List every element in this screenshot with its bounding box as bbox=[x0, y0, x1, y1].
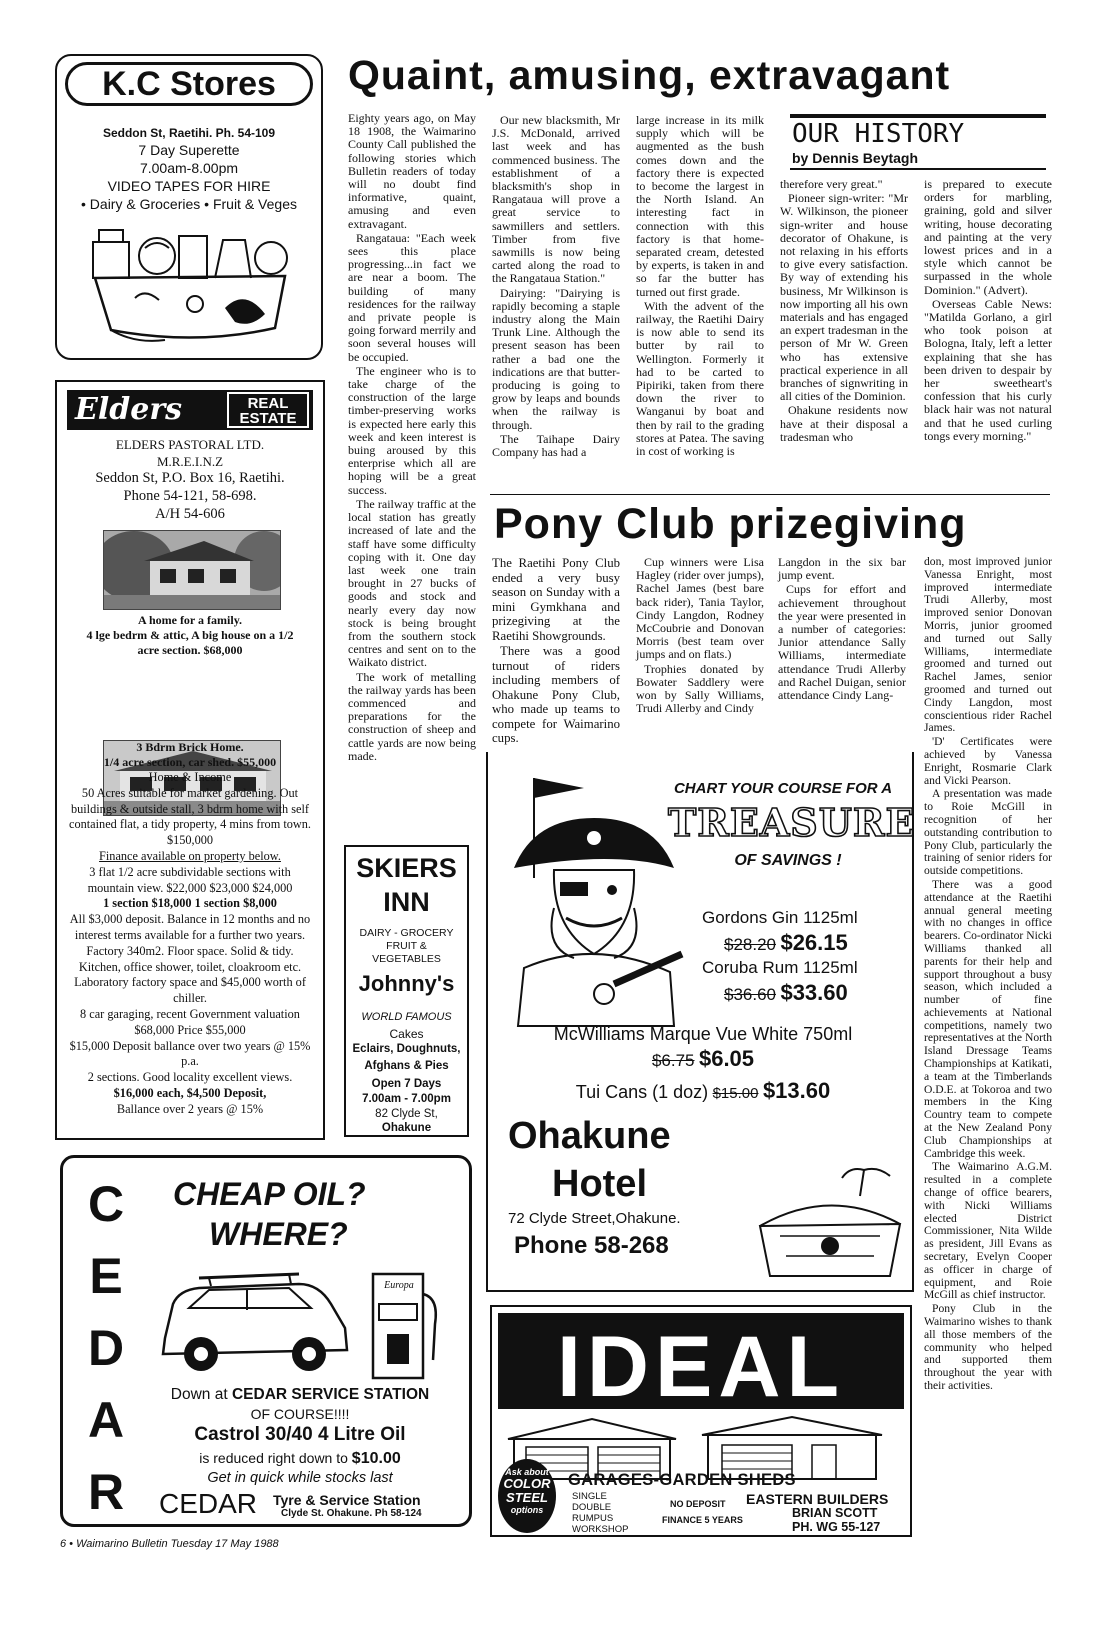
quaint-col-5 bbox=[924, 178, 1052, 444]
skiers-line-1: DAIRY - GROCERY bbox=[359, 927, 454, 939]
skiers-addr-1: 82 Clyde St, bbox=[375, 1108, 438, 1120]
hotel-name-2: Hotel bbox=[552, 1163, 647, 1205]
price-old-1: $28.20 bbox=[724, 935, 776, 954]
elders-badge bbox=[227, 392, 309, 428]
ideal-finance: FINANCE 5 YEARS bbox=[662, 1515, 743, 1525]
price-item-2: Coruba Rum 1125ml bbox=[702, 958, 858, 977]
ideal-ad bbox=[490, 1305, 912, 1537]
pony-c4-p0: don, most improved junior Vanessa Enright, most improved intermediate Trudi Allerby, most improved senior Donovan Morris, junior groomed and turned out Sally Williams, intermediate groomed and turned out Rachel James, senior groomed and turned out Cindy Langdon, most conscientious rider Rachel James. bbox=[924, 555, 1052, 735]
pump-brand: Europa bbox=[384, 1280, 414, 1291]
skiers-line-2: FRUIT & bbox=[386, 940, 427, 952]
ideal-builder: EASTERN BUILDERS bbox=[746, 1491, 889, 1507]
elders-name: ELDERS PASTORAL LTD. bbox=[115, 437, 265, 452]
quaint-c2-p2: The Taihape Dairy Company has had a bbox=[492, 431, 620, 460]
type-rumpus: RUMPUS bbox=[572, 1513, 614, 1524]
pony-col-3 bbox=[778, 556, 906, 703]
pony-c2-p0: Cup winners were Lisa Hagley (rider over jumps), Rachel James (best bare back rider), Tania Taylor, Cindy Langdon, Rodney McCoubrie and Donovan Morris (best team over jumps and on flats.) bbox=[636, 555, 764, 662]
type-workshop: WORKSHOP bbox=[572, 1524, 629, 1535]
listing-2: Finance available on property below. bbox=[99, 848, 281, 863]
house2-caption-a: 3 Bdrm Brick Home. bbox=[136, 740, 244, 754]
kc-title: K.C Stores bbox=[65, 62, 313, 106]
price-row-2 bbox=[724, 980, 914, 1006]
ideal-phone: PH. WG 55-127 bbox=[792, 1520, 881, 1534]
skiers-owner: Johnny's bbox=[358, 971, 455, 996]
skiers-open: Open 7 Days bbox=[371, 1078, 442, 1090]
treasure-savings: OF SAVINGS ! bbox=[734, 852, 842, 869]
quaint-c2-p1: Dairying: "Dairying is rapidly becoming a staple industry along the Main Trunk Line. Although the present season has been rather a bad one the indications are that butter-producing is going to grow by leaps and bounds when the railway is through. bbox=[492, 285, 620, 432]
listing-0: Home & Income bbox=[148, 770, 232, 784]
cedar-brand-sub: Tyre & Service Station bbox=[273, 1492, 421, 1508]
price-row-4 bbox=[498, 1078, 908, 1104]
quaint-c4-p2: Ohakune residents now have at their disposal a tradesman who bbox=[780, 403, 908, 444]
ohakune-hotel-ad bbox=[486, 752, 914, 1292]
pony-c4-p1: 'D' Certificates were achieved by Vanessa Enright, Rosmarie Clark and Vicki Pearson. bbox=[924, 735, 1052, 787]
elders-mreinz: M.R.E.I.N.Z bbox=[156, 454, 224, 469]
elders-listings bbox=[69, 770, 311, 1118]
house1-caption-b: 4 lge bedrm & attic, A big house on a 1/2 acre section. $68,000 bbox=[86, 628, 294, 657]
pirate-illustration bbox=[494, 758, 684, 1028]
pony-headline: Pony Club prizegiving bbox=[494, 500, 967, 548]
history-rule bbox=[790, 114, 1046, 118]
elders-address: Seddon St, P.O. Box 16, Raetihi. bbox=[95, 470, 285, 486]
cedar-product: Castrol 30/40 4 Litre Oil bbox=[194, 1424, 406, 1445]
quaint-c2-p0: Our new blacksmith, Mr J.S. McDonald, arrived last week and has commenced business. The establishment of a blacksmith's shop in Rangataua will prove a great service to sawmillers and settlers. Timber from five sawmills is now being carted along the road to the Rangataua Station." bbox=[492, 113, 620, 286]
kc-line2: 7.00am-8.00pm bbox=[139, 160, 239, 176]
color-steel-badge bbox=[498, 1459, 556, 1533]
elders-badge-line1: REAL bbox=[247, 395, 289, 412]
quaint-col-1 bbox=[348, 112, 476, 764]
quaint-headline: Quaint, amusing, extravagant bbox=[348, 52, 951, 98]
pony-col-2 bbox=[636, 556, 764, 716]
listing-8: $15,000 Deposit ballance over two years @ 15% p.a. bbox=[69, 1038, 311, 1069]
price-row-3 bbox=[498, 1046, 908, 1072]
ideal-title: GARAGES-GARDEN SHEDS bbox=[568, 1471, 796, 1489]
treasure-chart: CHART YOUR COURSE FOR A bbox=[673, 780, 893, 797]
elders-logo: Elders bbox=[75, 392, 183, 427]
options-word: options bbox=[510, 1505, 544, 1515]
skiers-title-2: INN bbox=[383, 887, 430, 917]
quaint-c3-p0: large increase in its milk supply which will be augmented as the bush comes down and the factory there is expected to become the largest in the North Island. An interesting fact in connection with this factory is that home-separated cream, detested by experts, is taken in and so far the butter has turned out first grade. bbox=[636, 113, 764, 299]
cedar-headline-2: WHERE? bbox=[209, 1216, 348, 1252]
cedar-letter-a: A bbox=[87, 1392, 125, 1448]
pony-c3-p1: Cups for effort and achievement throughout the year were presented in a number of categories: Junior attendance Sally Williams, intermediate attendance Trudi Allerby and Rachel Duigan, senior attendance Cindy Lang- bbox=[778, 582, 906, 703]
pony-c2-p1: Trophies donated by Bowater Saddlery were won by Sally Williams, Trudi Allerby and Cindy bbox=[636, 661, 764, 716]
grocery-cart-illustration bbox=[75, 218, 305, 350]
pony-c4-p2: A presentation was made to Roie McGill in recognition of her outstanding contribution to Pony Club, particularly the training of senior riders for outside competitions. bbox=[924, 787, 1052, 878]
cedar-letter-e: E bbox=[89, 1248, 123, 1304]
kc-line3: VIDEO TAPES FOR HIRE bbox=[107, 178, 271, 194]
house1-caption-a: A home for a family. bbox=[137, 613, 243, 627]
pony-c1-p1: There was a good turnout of riders including members of Ohakune Pony Club, who made up teams to compete for Waimarino cups. bbox=[492, 644, 620, 745]
cedar-brand-addr: Clyde St. Ohakune. Ph 58-124 bbox=[281, 1508, 422, 1519]
skiers-line-3: VEGETABLES bbox=[372, 953, 441, 965]
price-old-3: $6.75 bbox=[651, 1051, 695, 1070]
type-single: SINGLE bbox=[572, 1491, 607, 1502]
ideal-person: BRIAN SCOTT bbox=[792, 1506, 878, 1520]
skiers-addr-2: Ohakune bbox=[381, 1122, 432, 1134]
cedar-letter-d: D bbox=[87, 1320, 125, 1376]
quaint-c5-p1: Overseas Cable News: "Matilda Gorlano, a girl who took poison at Bologna, Italy, left a letter explaining that she has been driven to despair by her sweetheart's confession that his curly black hair was not natural and that he used curling tongs every morning." bbox=[924, 296, 1052, 443]
cedar-down-at: Down at bbox=[170, 1386, 228, 1403]
cedar-ad bbox=[60, 1155, 472, 1527]
pony-c3-p0: Langdon in the six bar jump event. bbox=[778, 555, 906, 583]
history-rule-bottom bbox=[790, 168, 1046, 170]
type-double: DOUBLE bbox=[572, 1502, 612, 1513]
pony-c4-p5: Pony Club in the Waimarino wishes to thank all those members of the community who helped and supported them throughout the year with their activities. bbox=[924, 1302, 1052, 1392]
listing-10: $16,000 each, $4,500 Deposit, bbox=[113, 1085, 267, 1100]
pony-top-rule bbox=[490, 494, 1050, 495]
price-item-4: Tui Cans (1 doz) bbox=[575, 1082, 709, 1102]
hotel-name-1: Ohakune bbox=[508, 1115, 671, 1157]
listing-3: 3 flat 1/2 acre subdividable sections with mountain view. $22,000 $23,000 $24,000 bbox=[87, 864, 293, 895]
quaint-c1-p3: The railway traffic at the local station has greatly increased of late and the staff have some difficulty coping with it. One day last week one train brought in 27 bucks of goods and stock and nearly every day now stock is being brought from the southern stock centres and sent on to the Waikato district. bbox=[348, 496, 476, 670]
quaint-col-3 bbox=[636, 114, 764, 459]
elders-phone: Phone 54-121, 58-698. bbox=[123, 488, 257, 504]
cedar-headline-1: CHEAP OIL? bbox=[173, 1176, 366, 1212]
quaint-col-4 bbox=[780, 178, 908, 445]
history-title: OUR HISTORY bbox=[792, 119, 965, 149]
skiers-title-1: SKIERS bbox=[356, 853, 457, 883]
cedar-station: CEDAR SERVICE STATION bbox=[231, 1386, 430, 1403]
cedar-price: $10.00 bbox=[351, 1450, 401, 1467]
pony-col-1 bbox=[492, 556, 620, 747]
listing-7: 8 car garaging, recent Government valuation $68,000 Price $55,000 bbox=[80, 1006, 300, 1037]
cedar-reduced: is reduced right down to bbox=[199, 1450, 348, 1466]
page-footer: 6 • Waimarino Bulletin Tuesday 17 May 1988 bbox=[60, 1538, 279, 1550]
ideal-types bbox=[572, 1491, 652, 1535]
quaint-col-2 bbox=[492, 114, 620, 460]
price-new-1: $26.15 bbox=[780, 930, 848, 955]
cedar-of-course: OF COURSE!!!! bbox=[250, 1406, 350, 1422]
cedar-letter-r: R bbox=[87, 1464, 125, 1520]
quaint-c3-p1: With the advent of the railway, the Raetihi Dairy is now able to send its butter by rail to Wellington. Formerly it had to be carted to Pipiriki, taken from there down the river to Wanganui by boat and then by rail to the grading stores at Patea. The saving in cost of working is bbox=[636, 298, 764, 459]
elders-ah: A/H 54-606 bbox=[155, 506, 225, 522]
cedar-vertical-letters bbox=[81, 1168, 131, 1528]
price-new-4: $13.60 bbox=[762, 1078, 831, 1103]
quaint-c1-p1: Rangataua: "Each week sees this place progressing...in fact we are near a boom. The building of many residences for the railway and private people is going forward merrily and soon several houses will be occupied. bbox=[348, 230, 476, 364]
skiers-wf-2: Cakes bbox=[389, 1027, 424, 1041]
ideal-nodeposit: NO DEPOSIT bbox=[670, 1499, 726, 1509]
price-row-1 bbox=[724, 930, 914, 956]
elders-logo-bar bbox=[67, 390, 313, 430]
kc-address: Seddon St, Raetihi. Ph. 54-109 bbox=[102, 126, 276, 140]
treasure-chest-illustration bbox=[750, 1166, 910, 1282]
quaint-c4-p0: therefore very great." bbox=[780, 177, 883, 191]
quaint-c4-p1: Pioneer sign-writer: "Mr W. Wilkinson, the pioneer sign-writer and house decorator of Ohakune, is not relaxing in his efforts to give every satisfaction. By way of extending his business, Mr Wilkinson is now importing all his own materials and has engaged an expert tradesman in the person of Mr W. Green who has extensive practical experience in all branches of signwriting in all cities of the Dominion. bbox=[780, 191, 908, 404]
cedar-reduced-line bbox=[133, 1450, 467, 1468]
cedar-down-at-line bbox=[133, 1386, 467, 1404]
price-new-3: $6.05 bbox=[698, 1046, 755, 1071]
listing-4: 1 section $18,000 1 section $8,000 bbox=[103, 896, 277, 911]
listing-9: 2 sections. Good locality excellent views. bbox=[87, 1070, 293, 1085]
quaint-c1-p0: Eighty years ago, on May 18 1908, the Waimarino County Call published the following stories which Bulletin readers of today will no doubt find informative, quaint, amusing and even extravagant. bbox=[348, 111, 476, 231]
kc-line1: 7 Day Superette bbox=[138, 142, 240, 158]
history-byline: by Dennis Beytagh bbox=[792, 150, 919, 166]
treasure-word: TREASURE bbox=[668, 800, 916, 845]
listing-1: 50 Acres suitable for market gardening. Out buildings & outside stall, 3 bdrm home with self contained flat, a tidy property, 4 mins from town. $150,000 bbox=[69, 785, 312, 848]
kc-stores-ad bbox=[55, 54, 323, 360]
steel-word: STEEL bbox=[506, 1490, 548, 1505]
elders-ad bbox=[55, 380, 325, 1140]
pony-col-4 bbox=[924, 556, 1052, 1394]
quaint-c5-p0: is prepared to execute orders for marbling, graining, gold and silver writing, house decorating and painting at the very lowest prices and in a style which cannot be surpassed in the whole Dominion." (Advert). bbox=[924, 177, 1052, 297]
color-word: COLOR bbox=[503, 1476, 551, 1491]
quaint-c1-p2: The engineer who is to take charge of the construction of the large timber-preserving works is expected here early this week and keen interest is buing aroused by this enterprise which all are hoping will be a great success. bbox=[348, 363, 476, 497]
price-old-4: $15.00 bbox=[712, 1085, 759, 1102]
price-item-3: McWilliams Marque Vue White 750ml bbox=[553, 1024, 853, 1044]
listing-5: All $3,000 deposit. Balance in 12 months and no interest terms available for a further two years. bbox=[69, 912, 311, 942]
skiers-items-1: Eclairs, Doughnuts, bbox=[352, 1043, 461, 1055]
pony-c1-p0: The Raetihi Pony Club ended a very busy season on Sunday with a mini Gymkhana and prizegiving at the Raetihi Showgrounds. bbox=[492, 556, 620, 643]
price-item-1: Gordons Gin 1125ml bbox=[702, 908, 858, 927]
car-illustration bbox=[149, 1258, 359, 1378]
hotel-address: 72 Clyde Street,Ohakune. bbox=[508, 1210, 681, 1227]
house2-caption-b: 1/4 acre section, car shed. $55,000 bbox=[103, 755, 277, 769]
ask-about: Ask about bbox=[505, 1467, 549, 1477]
hotel-phone: Phone 58-268 bbox=[514, 1232, 669, 1259]
cedar-hurry: Get in quick while stocks last bbox=[207, 1470, 393, 1486]
price-new-2: $33.60 bbox=[780, 980, 848, 1005]
skiers-items-2: Afghans & Pies bbox=[364, 1060, 449, 1072]
listing-6: Factory 340m2. Floor space. Solid & tidy. Kitchen, office shower, toilet, cloakroom etc. Laboratory factory space and $45,000 worth of chiller. bbox=[74, 943, 306, 1006]
house-photo-1 bbox=[103, 530, 281, 610]
ideal-logo: IDEAL bbox=[557, 1319, 845, 1415]
cedar-letter-c: C bbox=[87, 1176, 125, 1232]
pony-c4-p3: There was a good attendance at the Raetihi annual general meeting with no changes in office bearers. Co-ordinator Nicki Williams thanked all parents for their help and support throughout a busy season, which included a number of fine achievements at National competitions, namely two representatives at the North Island Dressage Teams Championships at Katikati, a team at the Timberlands O.D.E. at Tokoroa and two members in the King Country team to compete at the New Zealand Pony Club Championships at Cambridge this week. bbox=[924, 877, 1052, 1160]
skiers-inn-ad bbox=[344, 845, 469, 1137]
elders-badge-line2: ESTATE bbox=[239, 410, 297, 427]
pony-c4-p4: The Waimarino A.G.M. resulted in a complete change of office bearers, with Nicki Williams elected District Commissioner, Nita Wilde as president, Jill Evans as secretary, Evelyn Cooper as officer in charge of equipment, and Roie McGill as chief instructor. bbox=[924, 1160, 1052, 1302]
quaint-c1-p4: The work of metalling the railway yards has been commenced and preparations for the construction of sheep and cattle yards are now being made. bbox=[348, 669, 476, 763]
kc-line4: • Dairy & Groceries • Fruit & Veges bbox=[81, 196, 297, 212]
listing-11: Ballance over 2 years @ 15% bbox=[116, 1101, 264, 1116]
skiers-wf-1: WORLD FAMOUS bbox=[361, 1011, 452, 1023]
price-old-2: $36.60 bbox=[724, 985, 776, 1004]
skiers-hours: 7.00am - 7.00pm bbox=[362, 1093, 451, 1105]
cedar-brand: CEDAR bbox=[159, 1488, 258, 1519]
